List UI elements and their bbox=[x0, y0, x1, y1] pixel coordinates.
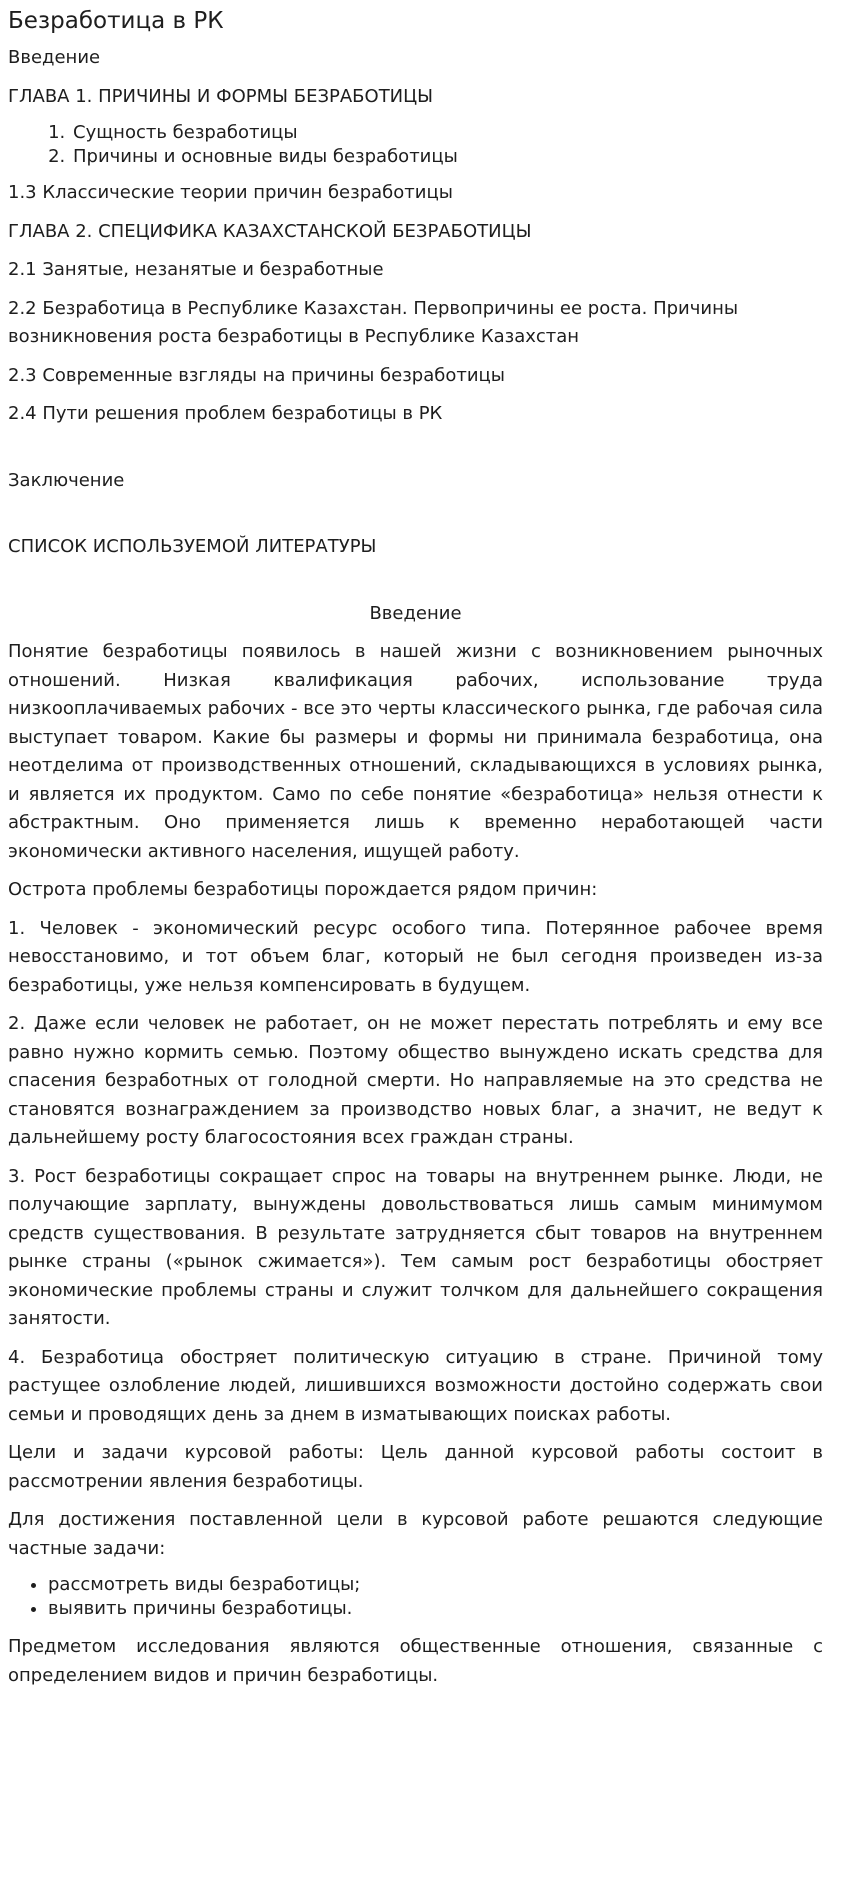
toc-chapter-1: ГЛАВА 1. ПРИЧИНЫ И ФОРМЫ БЕЗРАБОТИЦЫ bbox=[8, 85, 434, 107]
toc-item-1-1: 1. Сущность безработицы bbox=[71, 121, 823, 145]
intro-paragraph-5: 3. Рост безработицы сокращает спрос на товары на внутреннем рынке. Люди, не получающие зарплату, вынуждены довольствоваться лишь самым минимумом средств существования. В результате затрудняется сбыт товаров на внутреннем рынке страны («рынок сжимается»). Тем самым рост безработицы обостряет экономические проблемы страны и служит толчком для дальнейшего сокращения занятости. bbox=[8, 1165, 823, 1329]
document-title: Безработица в РК bbox=[8, 8, 224, 34]
toc-item-2-4: 2.4 Пути решения проблем безработицы в РК bbox=[8, 403, 443, 424]
intro-paragraph-8: Для достижения поставленной цели в курсовой работе решаются следующие частные задачи: bbox=[8, 1509, 823, 1559]
task-list bbox=[8, 1573, 823, 1621]
intro-paragraph-2: Острота проблемы безработицы порождается рядом причин: bbox=[8, 879, 598, 900]
toc-intro: Введение bbox=[8, 47, 101, 68]
toc-item-2-1: 2.1 Занятые, незанятые и безработные bbox=[8, 259, 384, 280]
toc-chapter-1-list bbox=[8, 121, 823, 169]
toc-item-1-3: 1.3 Классические теории причин безработицы bbox=[8, 182, 453, 203]
intro-heading: Введение bbox=[369, 602, 462, 624]
intro-paragraph-1: Понятие безработицы появилось в нашей жизни с возникновением рыночных отношений. Низкая квалификация рабочих, использование труда низкооплачиваемых рабочих - все это черты классического рынка, где рабочая сила выступает товаром. Какие бы размеры и формы ни принимала безработица, она неотделима от производственных отношений, складывающихся в условиях рынка, и является их продуктом. Само по себе понятие «безработица» нельзя отнести к абстрактным. Оно применяется лишь к временно неработающей части экономически активного населения, ищущей работу. bbox=[8, 641, 823, 862]
toc-conclusion: Заключение bbox=[8, 469, 125, 491]
intro-paragraph-9: Предметом исследования являются общественные отношения, связанные с определением видов и причин безработицы. bbox=[8, 1636, 823, 1686]
toc-chapter-2: ГЛАВА 2. СПЕЦИФИКА КАЗАХСТАНСКОЙ БЕЗРАБОТИЦЫ bbox=[8, 220, 532, 242]
intro-paragraph-7: Цели и задачи курсовой работы: Цель данной курсовой работы состоит в рассмотрении явления безработицы. bbox=[8, 1442, 823, 1492]
toc-item-2-3: 2.3 Современные взгляды на причины безработицы bbox=[8, 364, 505, 386]
toc-references: СПИСОК ИСПОЛЬЗУЕМОЙ ЛИТЕРАТУРЫ bbox=[8, 536, 377, 557]
toc-item-1-2: 2. Причины и основные виды безработицы bbox=[71, 145, 823, 169]
toc-item-2-2: 2.2 Безработица в Республике Казахстан. Первопричины ее роста. Причины возникновения роста безработицы в Республике Казахстан bbox=[8, 297, 739, 347]
intro-paragraph-3: 1. Человек - экономический ресурс особого типа. Потерянное рабочее время невосстановимо, и тот объем благ, который не был сегодня произведен из-за безработицы, уже нельзя компенсировать в будущем. bbox=[8, 917, 823, 996]
intro-paragraph-6: 4. Безработица обостряет политическую ситуацию в стране. Причиной тому растущее озлобление людей, лишившихся возможности достойно содержать свои семьи и проводящих день за днем в изматывающих поисках работы. bbox=[8, 1346, 823, 1425]
task-item-2: • выявить причины безработицы. bbox=[48, 1597, 823, 1621]
intro-paragraph-4: 2. Даже если человек не работает, он не может перестать потреблять и ему все равно нужно кормить семью. Поэтому общество вынуждено искать средства для спасения безработных от голодной смерти. Но направляемые на это средства не становятся вознаграждением за производство новых благ, а значит, не ведут к дальнейшему росту благосостояния всех граждан страны. bbox=[8, 1013, 823, 1148]
task-item-1: • рассмотреть виды безработицы; bbox=[48, 1573, 823, 1597]
